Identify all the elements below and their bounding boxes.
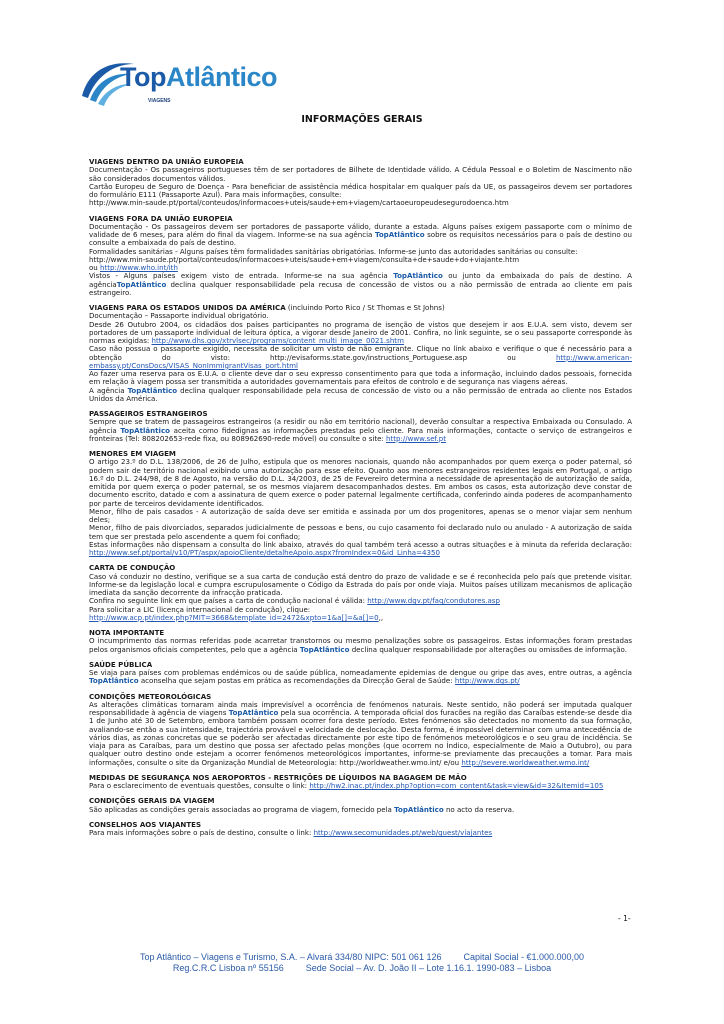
section-heading: CARTA DE CONDUÇÃO <box>89 563 176 573</box>
who-link[interactable]: http://www.who.int/ith <box>100 263 178 272</box>
section-heading: VIAGENS DENTRO DA UNIÃO EUROPEIA <box>89 157 244 166</box>
section-heading: CONDIÇÕES GERAIS DA VIAGEM <box>89 796 215 806</box>
brand-name: TopAtlântico <box>120 425 170 435</box>
secomunidades-link[interactable]: http://www.secomunidades.pt/web/guest/viajantes <box>313 828 493 837</box>
section-heading: NOTA IMPORTANTE <box>89 628 165 637</box>
section-heading: PASSAGEIROS ESTRANGEIROS <box>89 409 208 418</box>
page-footer <box>0 952 724 974</box>
section-airport-security <box>89 774 632 791</box>
footer-line-1: Top Atlântico – Viagens e Turismo, S.A. – Alvará 334/80 NIPC: 501 061 126 Capital Social - €1.000.000,00 <box>139 952 585 962</box>
dgv-link[interactable]: http://www.dgv.pt/faq/condutores.asp <box>367 596 500 606</box>
paragraph: Formalidades sanitárias - Alguns países têm formalidades sanitárias obrigatórias. Informe-se junto das autoridades sanitárias ou consulte: <box>89 246 578 256</box>
paragraph: Documentação – Passaporte individual obrigatório. <box>89 311 269 321</box>
paragraph: Para mais informações sobre o país de destino, consulte o link: http://www.secomunidades.pt/web/guest/viajantes <box>89 828 493 837</box>
brand-name: TopAtlântico <box>116 279 167 289</box>
section-non-eu-travel <box>89 215 632 298</box>
paragraph: Para o esclarecimento de eventuais questões, consulte o link: http://hw2.inac.pt/index.php?option=com_content&task=view&id=32&Itemid=105 <box>89 781 604 790</box>
section-foreign-passengers <box>89 410 632 443</box>
brand-name: TopAtlântico <box>394 804 444 814</box>
paragraph: Caso não possua o passaporte exigido, necessita de solicitar um visto de não emigrante. Clique no link abaixo e verifique o que é necessário para a obtenção do visto: http://evisaforms.state.gov/instructions_Portuguese.asp ou http://www.american-embassy.pt/ConsDocs/VISAS_NonImmigrantVisas_port.html <box>89 344 632 370</box>
embassy-link[interactable]: http://www.american-embassy.pt/ConsDocs/VISAS_NonImmigrantVisas_port.html <box>89 352 632 370</box>
section-general-conditions <box>89 797 632 814</box>
paragraph: As alterações climáticas tornaram ainda mais imprevisível a ocorrência de fenómenos naturais. Neste sentido, não poderá ser imputada qualquer responsabilidade à agência de viagens TopAtlântico pela sua ocorrência. A temporada oficial dos furacões na região das Caraíbas estende-se desde dia 1 de Junho até 30 de Setembro, embora também possam ocorrer fora deste período. Estes fenómenos são detectados no momento da sua formação, avaliando-se então a sua intensidade, trajectória provável e velocidade de deslocação. Desta forma, é impossível determinar com uma antecedência de vários dias, as zonas concretas que se poderão ser afectadas directamente por este tipo de fenómenos meteorológicos e o seu grau de incidência. Se viaja para as Caraíbas, para um destino que possa ser afectado pelas monções (que ocorrem no Índico, especialmente de Maio a Outubro), ou para qualquer outro destino onde estejam a ocorrer fenómenos meteorológicos importantes, informe-se previamente das precauções a tomar. Para mais informações, consulte o site da Organização Mundial de Meteorologia: http://worldweather.wmo.int/ e/ou http://severe.worldweather.wmo.int/ <box>89 699 632 767</box>
wmo-link[interactable]: http://severe.worldweather.wmo.int/ <box>461 757 590 767</box>
paragraph: Ao fazer uma reserva para os E.U.A. o cliente deve dar o seu expresso consentimento para que toda a informação, incluindo dados pessoais, fornecida em relação à viagem possa ser transmitida a autoridades governamentais para efeitos de controlo e de segurança nas viagens aéreas. <box>89 369 632 387</box>
inac-link[interactable]: http://hw2.inac.pt/index.php?option=com_content&task=view&id=32&Itemid=105 <box>309 781 604 790</box>
section-traveler-advice <box>89 821 632 838</box>
paragraph: Confira no seguinte link em que países a carta de condução nacional é válida: http://www.dgv.pt/faq/condutores.asp <box>89 596 500 606</box>
paragraph: Para solicitar a LIC (licença internacional de condução), clique: <box>89 604 311 614</box>
paragraph: Se viaja para países com problemas endémicos ou de saúde pública, nomeadamente epidemias de dengue ou gripe das aves, entre outras, a agência TopAtlântico aconselha que sejam postas em prática as recomendações da Direcção Geral de Saúde: http://www.dgs.pt/ <box>89 668 632 686</box>
paragraph: Estas informações não dispensam a consulta do link abaixo, através do qual também terá acesso a outras situações e à minuta da referida declaração: http://www.sef.pt/portal/v10/PT/aspx/apoioCliente/detalheApoio.aspx?fromIndex=0&id_Linha=4350 <box>89 539 632 557</box>
company-logo <box>78 52 277 112</box>
paragraph: Vistos - Alguns países exigem visto de entrada. Informe-se na sua agência TopAtlântico ou junto da embaixada do país de destino. A agênciaTopAtlântico declina qualquer responsabilidade pela recusa de concessão de vistos ou a não permissão de entrada ao cliente em país estrangeiro. <box>89 271 632 297</box>
sef-minors-link[interactable]: http://www.sef.pt/portal/v10/PT/aspx/apoioCliente/detalheApoio.aspx?fromIndex=0&id_Linha=4350 <box>89 548 440 557</box>
brand-name: TopAtlântico <box>299 644 350 654</box>
paragraph: Sempre que se tratem de passageiros estrangeiros (a residir ou não em território nacional), deverão consultar a respectiva Embaixada ou Consulado. A agência TopAtlântico aceita como fidedignas as informações prestadas pelo cliente. Para mais informações, contacte o serviço de estrangeiros e fronteiras (Tel: 808202653-rede fixa, ou 808962690-rede móvel) ou consulte o site: http://www.sef.pt <box>89 417 633 443</box>
brand-name: TopAtlântico <box>393 271 443 281</box>
paragraph: http://www.min-saude.pt/portal/conteudos/informacoes+uteis/saude+em+viagem/cartaoeuropeudesegurodoenca.htm <box>89 198 509 208</box>
section-heading: VIAGENS FORA DA UNIÃO EUROPEIA <box>89 213 233 223</box>
paragraph: O artigo 23.º do D.L. 138/2006, de 26 de Julho, estipula que os menores nacionais, quando não acompanhados por quem exerça o poder paternal, só podem sair de território nacional exibindo uma autorização para esse efeito. Quanto aos menores estrangeiros residentes legais em Portugal, o artigo 16.º do D.L. 244/98, de 8 de Agosto, na versão do D.L. 34/2003, de 25 de Fevereiro determina a necessidade de apresentação de autorização de saída, emitida por quem exerça o poder paternal, se os mesmos viajarem desacompanhados destes. Em ambos os casos, esta autorização deve constar de documento escrito, datado e com a assinatura de quem exerce o poder paternal legalmente certificada, conferindo ainda poderes de acompanhamento por parte de terceiros devidamente identificados. <box>89 457 632 508</box>
paragraph: http://www.min-saude.pt/portal/conteudos/informacoes+uteis/saude+em+viagem/consulta+de+saude+do+viajante.htm <box>89 254 520 264</box>
logo-wordmark: TopAtlântico <box>120 62 277 92</box>
section-heading: CONDIÇÕES METEOROLÓGICAS <box>89 691 212 701</box>
document-body <box>89 158 632 844</box>
brand-name: TopAtlântico <box>89 676 139 686</box>
section-heading: CONSELHOS AOS VIAJANTES <box>89 819 202 829</box>
page-number: - 1- <box>618 914 631 923</box>
dgs-link[interactable]: http://www.dgs.pt/ <box>454 676 520 686</box>
dhs-link[interactable]: http://www.dhs.gov/xtrvlsec/programs/content_multi_image_0021.shtm <box>151 336 404 345</box>
paragraph: A agência TopAtlântico declina qualquer responsabilidade pela recusa de concessão de visto ou a não permissão de entrada ao cliente nos Estados Unidos da América. <box>89 385 632 403</box>
page-title: INFORMAÇÕES GERAIS <box>301 114 423 125</box>
sef-link[interactable]: http://www.sef.pt <box>386 433 446 443</box>
paragraph: Documentação - Os passageiros portugueses têm de ser portadores de Bilhete de Identidade válido. A Cédula Pessoal e o Boletim de Nascimento não são considerados documentos válidos. <box>89 165 632 183</box>
section-heading: MEDIDAS DE SEGURANÇA NOS AEROPORTOS - RESTRIÇÕES DE LÍQUIDOS NA BAGAGEM DE MÃO <box>89 772 467 782</box>
paragraph: http://www.acp.pt/index.php?MIT=3668&template_id=2472&xpto=1&a[]=&a[]=0,, <box>89 612 384 622</box>
section-usa-travel <box>89 304 632 403</box>
section-public-health <box>89 661 632 686</box>
brand-name: TopAtlântico <box>228 708 279 717</box>
paragraph: Menor, filho de pais divorciados, separados judicialmente de pessoas e bens, ou cujo casamento foi declarado nulo ou anulado - A autorização de saída tem que ser prestada pelo ascendente a quem foi confiado; <box>89 523 632 541</box>
section-heading: VIAGENS PARA OS ESTADOS UNIDOS DA AMÉRICA (incluindo Porto Rico / St Thomas e St Johns) <box>89 303 445 312</box>
paragraph: Caso vá conduzir no destino, verifique se a sua carta de condução está dentro do prazo de validade e se é reconhecida pelo país que pretende visitar. Informe-se da legislação local e cumpra escrupulosamente o Código da Estrada do país por onde viaja. Muitos países utilizam mecanismos de aplicação imediata da sanção decorrente da infracção praticada. <box>89 571 632 597</box>
brand-name: TopAtlântico <box>127 385 178 395</box>
section-driving-license <box>89 564 632 622</box>
paragraph: Documentação - Os passageiros devem ser portadores de passaporte válido, durante a estada. Alguns países exigem passaporte com o mínimo de validade de 6 meses, para além do final da viagem. Informe-se na sua agência TopAtlântico sobre os requisitos necessários para o país de destino ou consulte a embaixada do país de destino. <box>89 221 632 248</box>
paragraph: O incumprimento das normas referidas pode acarretar transtornos ou mesmo penalizações sobre os passageiros. Estas informações foram prestadas pelos organismos oficiais competentes, pelo que a agência TopAtlântico declina qualquer responsabilidade por alterações ou omissões de informação. <box>89 636 632 654</box>
logo-subtitle: VIAGENS <box>148 98 171 104</box>
paragraph: Menor, filho de pais casados - A autorização de saída deve ser emitida e assinada por um dos progenitores, apenas se o menor viajar sem nenhum deles; <box>89 506 632 524</box>
section-weather <box>89 693 632 767</box>
paragraph: Desde 26 Outubro 2004, os cidadãos dos países participantes no programa de isenção de vistos que desejem ir aos E.U.A. sem visto, devem ser portadores de um passaporte individual de leitura óptica, a vigorar desde Janeiro de 2001. Confira, no link seguinte, se o seu passaporte corresponde às normas exigidas: http://www.dhs.gov/xtrvlsec/programs/content_multi_image_0021.shtm <box>89 319 632 345</box>
section-eu-travel <box>89 158 632 208</box>
section-heading: SAÚDE PÚBLICA <box>89 659 153 669</box>
brand-name: TopAtlântico <box>374 230 425 239</box>
paragraph: São aplicadas as condições gerais associadas ao programa de viagem, fornecido pela TopAtlântico no acto da reserva. <box>89 804 515 814</box>
section-heading: MENORES EM VIAGEM <box>89 449 176 458</box>
section-important-note <box>89 629 632 654</box>
acp-link[interactable]: http://www.acp.pt/index.php?MIT=3668&template_id=2472&xpto=1&a[]=&a[]=0 <box>89 612 379 622</box>
paragraph: ou http://www.who.int/ith <box>89 263 178 272</box>
paragraph: Cartão Europeu de Seguro de Doença - Para beneficiar de assistência médica hospitalar em qualquer país da UE, os passageiros devem ser portadores do formulário E111 (Passaporte Azul). Para mais informações, consulte: <box>89 181 632 199</box>
section-minors <box>89 450 632 557</box>
footer-line-2: Reg.C.R.C Lisboa nº 55156 Sede Social – Av. D. João II – Lote 1.16.1. 1990-083 – Lisboa <box>172 963 552 973</box>
